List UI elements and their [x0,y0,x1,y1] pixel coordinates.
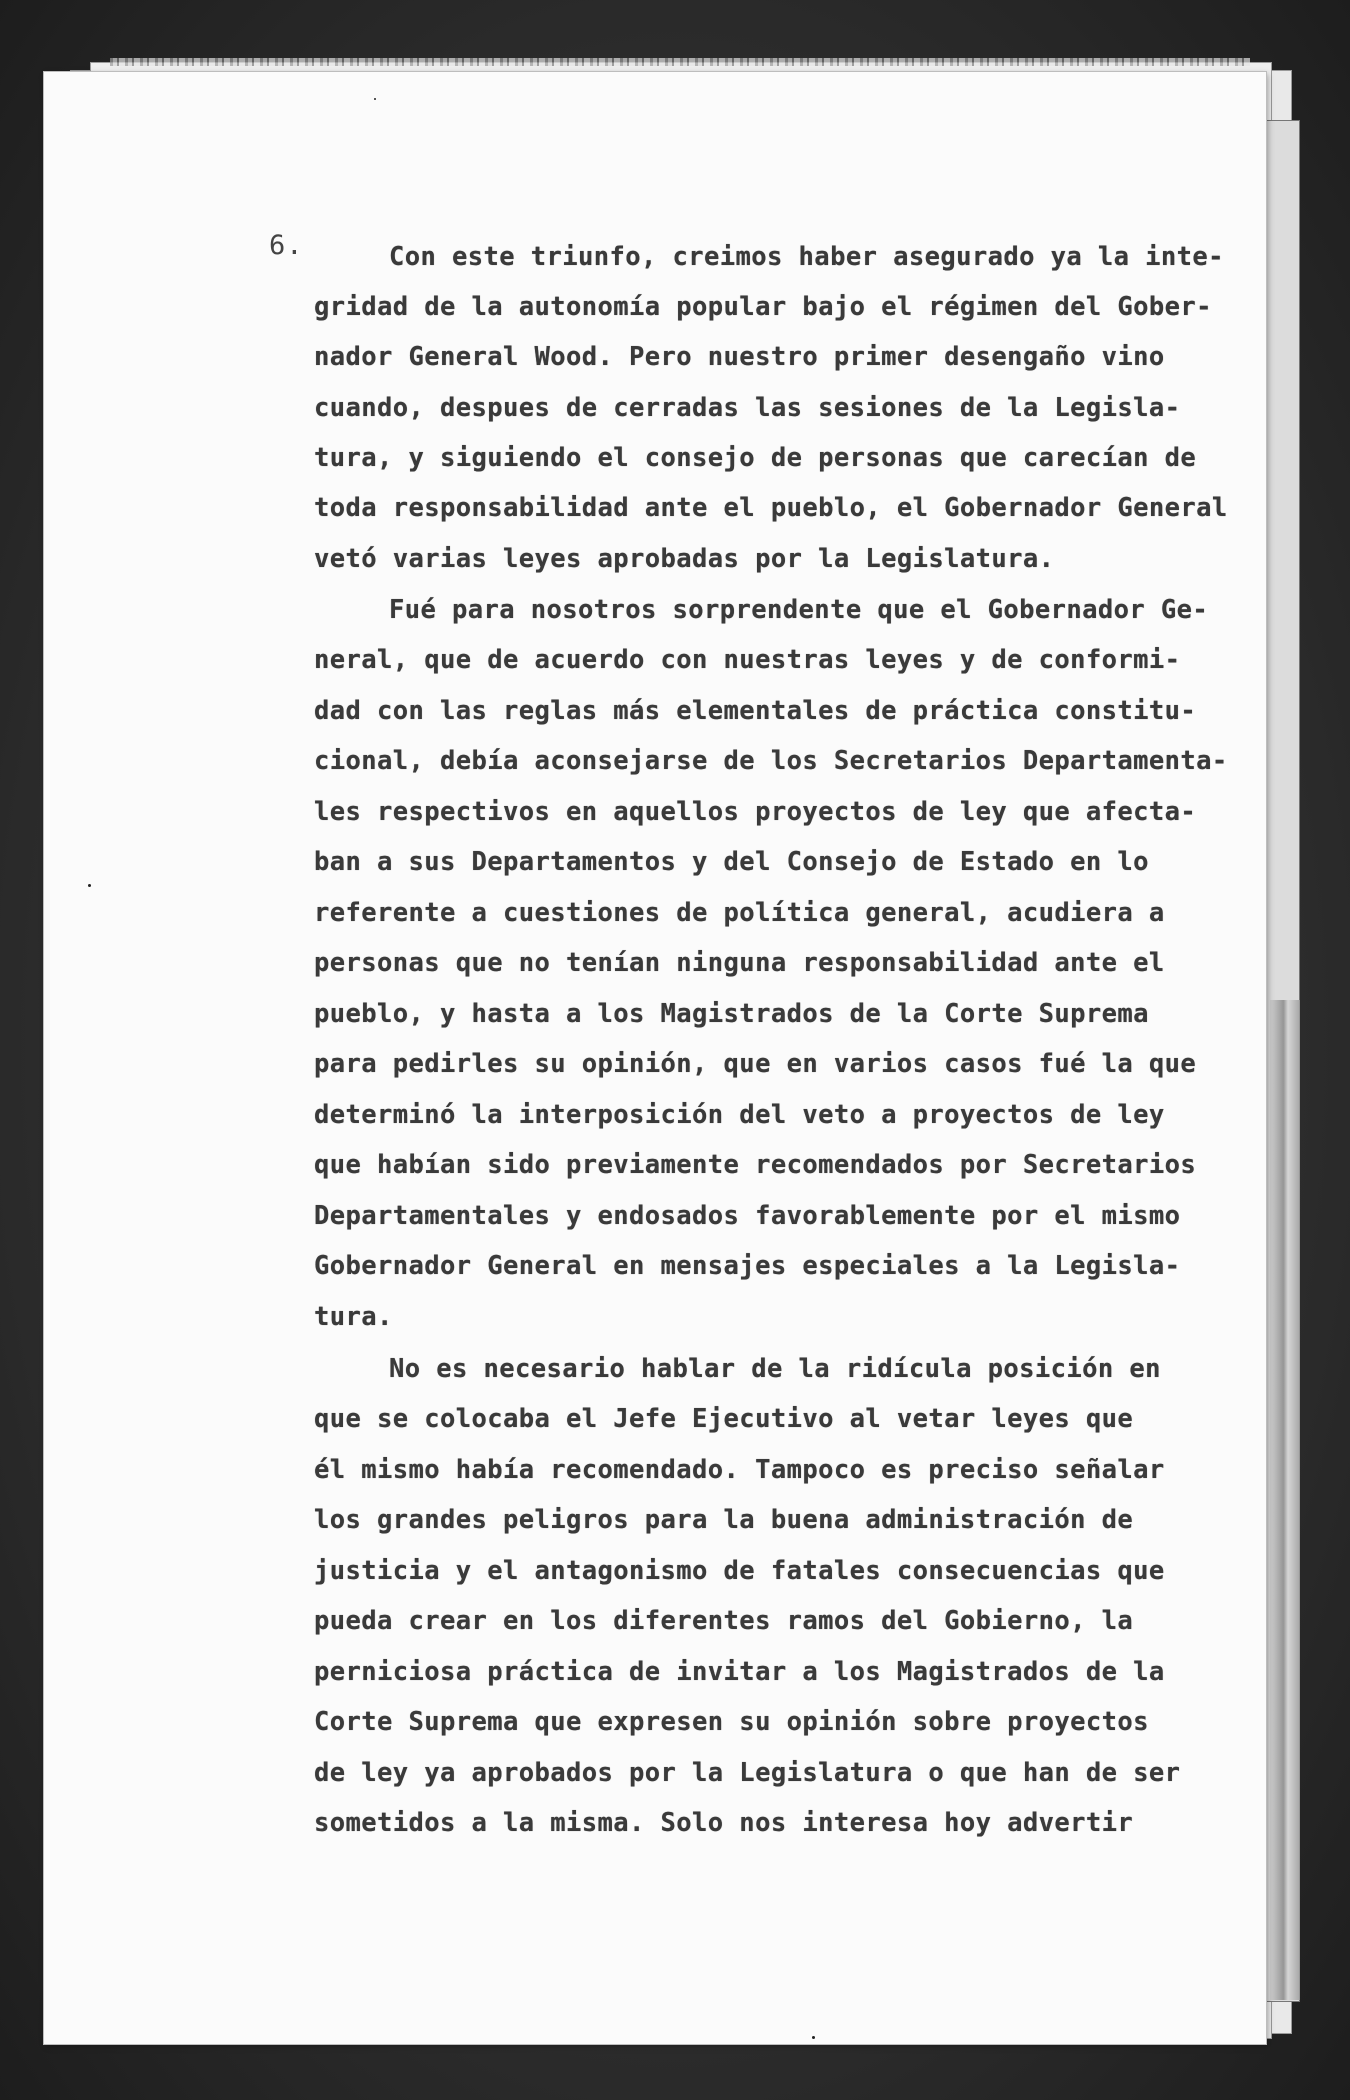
text-line: pueda crear en los diferentes ramos del Gobierno, la [314,1606,1134,1636]
text-line: Corte Suprema que expresen su opinión sobre proyectos [314,1707,1149,1737]
sheet-top-edge [110,58,1250,66]
text-line: No es necesario hablar de la ridícula posición en [389,1354,1161,1384]
paper-speck [88,884,91,887]
text-line: vetó varias leyes aprobadas por la Legislatura. [314,544,1055,574]
text-line: referente a cuestiones de política general, acudiera a [314,898,1165,928]
text-line: Fué para nosotros sorprendente que el Gobernador Ge- [389,595,1209,625]
sheet-edge-shadow [1270,1000,1300,2000]
text-line: pueblo, y hasta a los Magistrados de la Corte Suprema [314,999,1149,1029]
text-line: para pedirles su opinión, que en varios casos fué la que [314,1049,1197,1079]
text-line: tura, y siguiendo el consejo de personas que carecían de [314,443,1197,473]
text-line: dad con las reglas más elementales de práctica constitu- [314,696,1197,726]
text-line: justicia y el antagonismo de fatales consecuencias que [314,1556,1165,1586]
text-line: toda responsabilidad ante el pueblo, el Gobernador General [314,493,1228,523]
document-page [44,72,1266,2044]
page-number: 6. [269,230,304,261]
text-line: que se colocaba el Jefe Ejecutivo al vetar leyes que [314,1404,1134,1434]
text-line: nador General Wood. Pero nuestro primer desengaño vino [314,342,1165,372]
text-line: Gobernador General en mensajes especiales a la Legisla- [314,1251,1181,1281]
text-line: ban a sus Departamentos y del Consejo de Estado en lo [314,847,1149,877]
text-line: personas que no tenían ninguna responsabilidad ante el [314,948,1165,978]
text-line: él mismo había recomendado. Tampoco es preciso señalar [314,1455,1165,1485]
text-line: Con este triunfo, creimos haber asegurado ya la inte- [389,242,1224,272]
text-line: cuando, despues de cerradas las sesiones de la Legisla- [314,393,1181,423]
text-line: los grandes peligros para la buena administración de [314,1505,1134,1535]
text-line: les respectivos en aquellos proyectos de ley que afecta- [314,797,1197,827]
paper-speck [374,98,376,100]
text-line: Departamentales y endosados favorablemente por el mismo [314,1201,1181,1231]
text-line: de ley ya aprobados por la Legislatura o que han de ser [314,1758,1181,1788]
text-line: perniciosa práctica de invitar a los Magistrados de la [314,1657,1165,1687]
text-line: neral, que de acuerdo con nuestras leyes y de conformi- [314,645,1181,675]
text-line: determinó la interposición del veto a proyectos de ley [314,1100,1165,1130]
paper-speck [812,2036,815,2039]
text-line: cional, debía aconsejarse de los Secretarios Departamenta- [314,746,1228,776]
text-line: sometidos a la misma. Solo nos interesa hoy advertir [314,1808,1134,1838]
text-line: gridad de la autonomía popular bajo el régimen del Gober- [314,292,1212,322]
text-line: tura. [314,1302,393,1332]
text-line: que habían sido previamente recomendados por Secretarios [314,1150,1197,1180]
